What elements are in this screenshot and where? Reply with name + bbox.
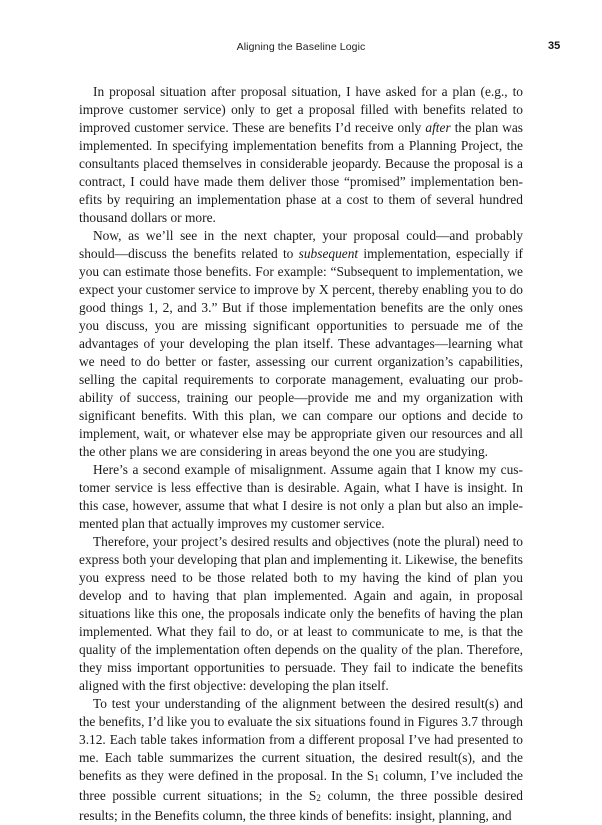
paragraph-5 — [79, 695, 523, 825]
paragraph-1-text-a: In proposal situation after proposal situation, I have asked for a plan (e.g., to improve customer service) only to get a proposal filled with benefits related to improved customer service. These are benefits I’d receive only — [79, 84, 523, 135]
paragraph-2 — [79, 227, 523, 461]
paragraph-1 — [79, 83, 523, 227]
subscript-1: 1 — [374, 773, 379, 783]
page-number: 35 — [548, 40, 561, 52]
emphasis-after: after — [425, 120, 451, 135]
body-text — [79, 83, 523, 825]
emphasis-subsequent: subsequent — [298, 246, 359, 261]
paragraph-2-text-a: Now, as we’ll see in the next chapter, your proposal could—and probably should—discuss the benefits related to — [79, 228, 523, 261]
paragraph-4: Therefore, your project’s desired results and objectives (note the plural) need to express both your developing that plan and implementing it. Likewise, the benefits you express need to be those related both to my having the kind of plan you develop and to having that plan implemented. Again and again, in proposal situations like this one, the proposals indicate only the benefits of having the plan implemented. What they fail to do, or at least to communicate to me, is that the quality of the implementation often depends on the quality of the plan. Therefore, they miss important opportunities to persuade. They fail to indicate the benefits aligned with the first objective: developing the plan itself. — [79, 534, 523, 693]
paragraph-5-text-a: To test your understanding of the alignment between the desired result(s) and the benefits, I’d like you to evaluate the six situations found in Figures 3.7 through 3.12. Each table takes information from a different proposal I’ve had presented to me. Each table summarizes the current situation, the desired result(s), and the benefits as they were defined in the proposal. In the S — [79, 696, 523, 783]
running-header: Aligning the Baseline Logic — [236, 41, 366, 53]
paragraph-3: Here’s a second example of misalignment. Assume again that I know my customer service is less effective than is desirable. Again, what I have is insight. In this case, however, assume that what I desire is not only a plan but also an implemented plan that actually improves my customer service. — [79, 462, 523, 531]
subscript-2: 2 — [316, 793, 321, 803]
paragraph-2-text-b: implementation, especially if you can estimate those benefits. For example: “Subsequent to implementation, we expect your customer service to improve by X percent, thereby enabling you to do good things 1, 2, and 3.” But if those implementation benefits are the only ones you discuss, you are missing significant opportunities to persuade me of the advantages of your developing the plan itself. These advantages—learning what we need to do better or faster, assessing our current organization’s capabilities, selling the capital requirements to corporate management, evaluating our probability of success, training our people—provide me and my organization with significant benefits. With this plan, we can compare our options and decide to implement, wait, or whatever else may be appropriate given our resources and all the other plans we are considering in areas beyond the one you are studying. — [79, 246, 523, 459]
paragraph-5-text-c: column, the three possible desired results; in the Benefits column, the three kinds of benefits: insight, planning, and — [79, 788, 524, 823]
paragraph-5-text-b: column, I’ve included the three possible current situations; in the S — [79, 768, 523, 803]
paragraph-1-text-b: the plan was implemented. In specifying implementation benefits from a Planning Project, the consultants placed themselves in considerable jeopardy. Because the proposal is a contract, I could have made them deliver those “promised” implementation benefits by requiring an implementation phase at a cost to them of several hundred thousand dollars or more. — [79, 120, 523, 225]
